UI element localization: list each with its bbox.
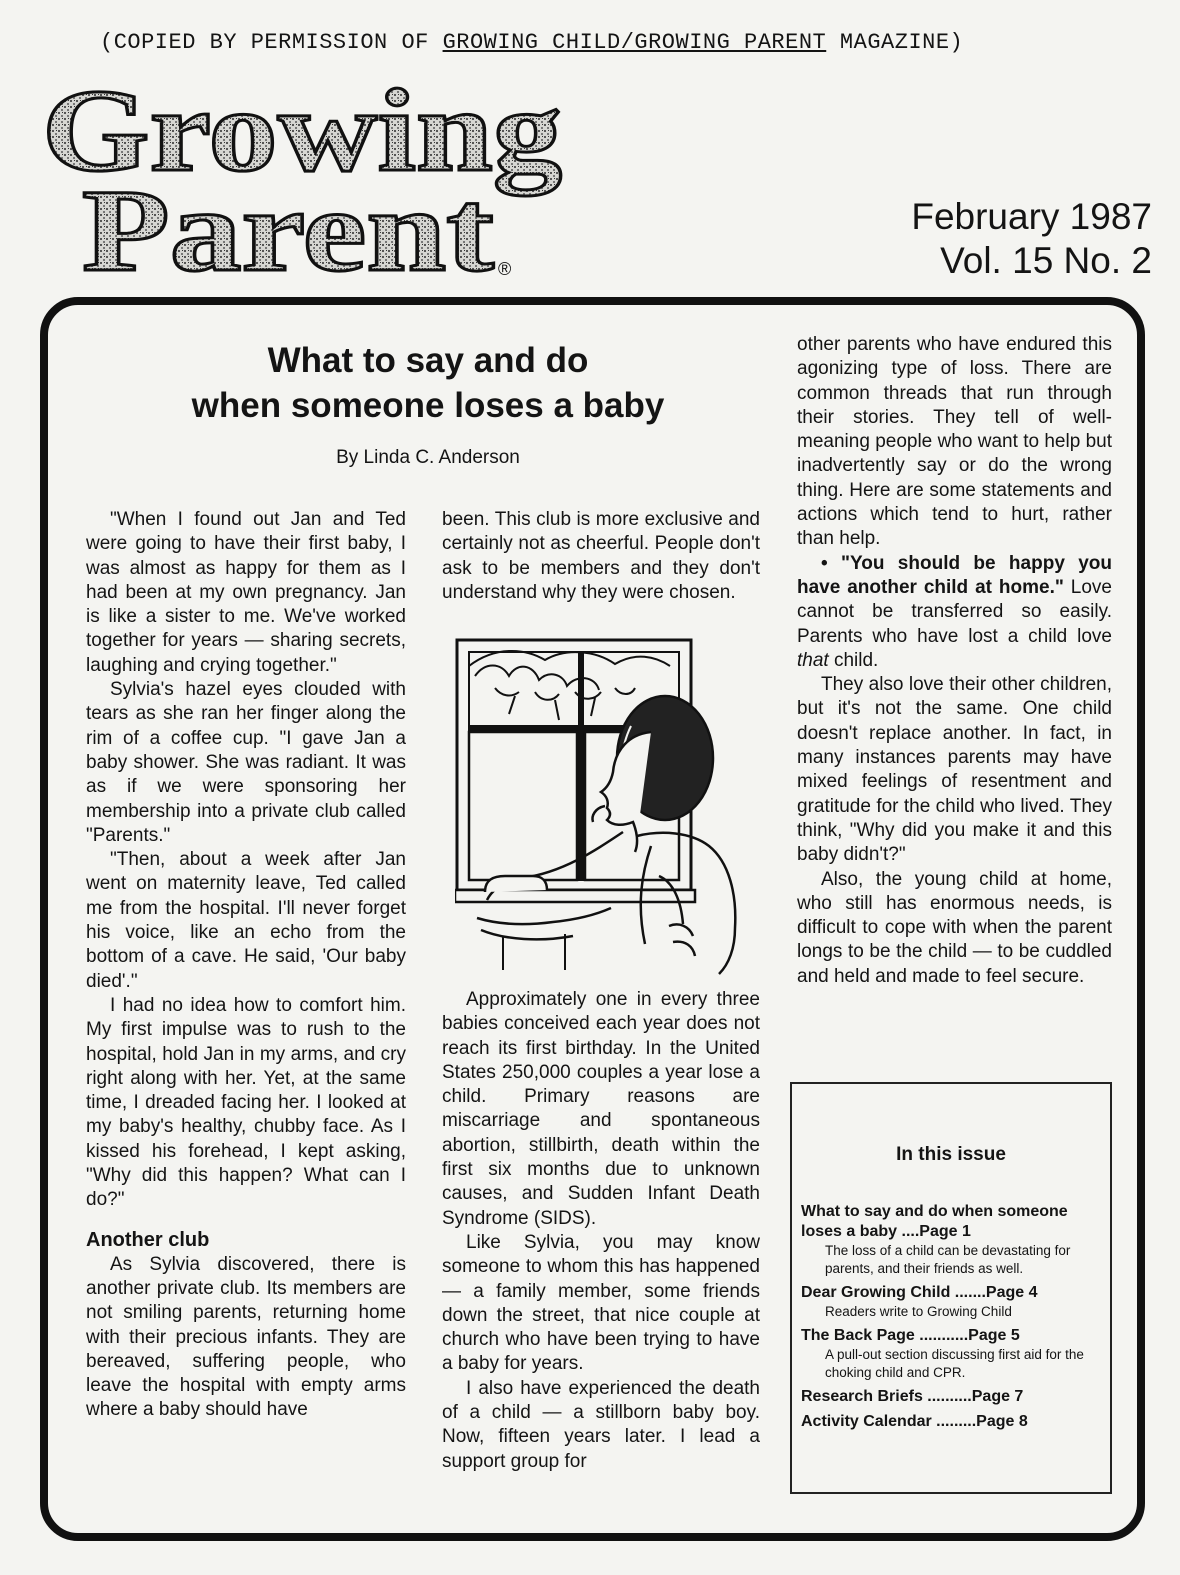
article-column-3 [797,333,1112,989]
toc-entry [801,1202,1101,1278]
toc-entry-title: The Back Page ...........Page 5 [801,1327,1020,1344]
toc-entry-description: A pull-out section discussing first aid for the choking child and CPR. [825,1347,1084,1380]
toc-entry [801,1283,1101,1321]
logo-word-parent: Parent [82,165,495,285]
paragraph: Sylvia's hazel eyes clouded with tears as she ran her finger along the rim of a coffee cup. "I gave Jan a baby shower. She was radiant. It was as if we were sponsoring her membership into a private club called "Parents." [86,679,406,846]
permission-close: MAGAZINE) [826,30,964,55]
growing-parent-logo [40,70,580,285]
article-byline: By Linda C. Anderson [336,447,520,468]
toc-entry-title: Activity Calendar .........Page 8 [801,1413,1028,1430]
permission-notice [100,30,963,55]
article-column-1 [86,508,406,1423]
paragraph: "When I found out Jan and Ted were going to have their first baby, I was almost as happy for them as I had been at my own pregnancy. Jan is like a sister to me. We've worked together for years — sharing secrets, laughing and crying together." [86,509,406,676]
paragraph: "Then, about a week after Jan went on maternity leave, Ted called me from the hospital. I'll never forget his voice, like an echo from the bottom of a cave. He said, 'Our baby died'." [86,849,406,992]
toc-entry-title: What to say and do when someone loses a baby ....Page 1 [801,1203,1068,1240]
in-this-issue-title: In this issue [896,1144,1006,1165]
issue-volume: Vol. 15 No. 2 [940,240,1152,281]
toc-entry [801,1412,1101,1432]
paragraph: They also love their other children, but it's not the same. One child doesn't replace another. In fact, in many instances parents may have mixed feelings of resentment and gratitude for the child who lived. They think, "Why did you make it and this baby didn't?" [797,674,1112,866]
toc-entry-title: Research Briefs ..........Page 7 [801,1388,1024,1405]
paragraph: Also, the young child at home, who still has enormous needs, is difficult to cope with when the parent longs to be the child — to be cuddled and held and made to feel secure. [797,868,1112,987]
paragraph: other parents who have endured this agonizing type of loss. There are common threads that run through their stories. They tell of well-meaning people who want to help but inadvertently say or do the wrong thing. Here are some statements and actions which tend to hurt, rather than help. [797,334,1112,550]
article-title-line1: What to say and do [267,341,589,380]
toc-entry-description: The loss of a child can be devastating for parents, and their friends as well. [825,1243,1071,1276]
table-of-contents [801,1202,1101,1437]
paragraph: I also have experienced the death of a child — a stillborn baby boy. Now, fifteen years later. I lead a support group for [442,1377,760,1472]
toc-entry-title: Dear Growing Child .......Page 4 [801,1284,1038,1301]
permission-open: (COPIED BY PERMISSION OF [100,30,443,55]
quote-text-a: Love cannot be transferred so easily. Parents who have lost a child love [797,576,1112,647]
article-column-2-bottom [442,988,760,1474]
registered-mark: ® [498,259,512,279]
toc-entry [801,1387,1101,1407]
toc-entry-description: Readers write to Growing Child [825,1304,1012,1319]
paragraph-quote [797,552,1112,673]
woman-at-window-illustration [455,636,755,976]
paragraph: As Sylvia discovered, there is another private club. Its members are not smiling parents, returning home with their precious infants. They are bereaved, suffering people, who leave the hospital with empty arms where a baby should have [86,1253,406,1421]
permission-magazine: GROWING CHILD/GROWING PARENT [442,30,827,55]
paragraph: Like Sylvia, you may know someone to whom this has happened — a family member, some friends down the street, that nice couple at church who have been trying to have a baby for years. [442,1231,760,1375]
quote-text-b: child. [828,649,879,671]
issue-date: February 1987 [911,196,1152,237]
quote-italic: that [797,649,829,671]
paragraph: been. This club is more exclusive and certainly not as cheerful. People don't ask to be members and they don't understand why they were chosen. [442,509,760,603]
subheading-another-club: Another club [86,1228,210,1251]
toc-entry [801,1326,1101,1382]
paragraph: I had no idea how to comfort him. My first impulse was to rush to the hospital, hold Jan in my arms, and cry right along with her. Yet, at the same time, I dreaded facing her. I looked at my baby's healthy, chubby face. As I kissed his forehead, I kept asking, "Why did this happen? What can I do?" [86,994,406,1211]
quote-bold: • "You should be happy you have another child at home." [797,552,1112,598]
in-this-issue-box [790,1082,1112,1494]
issue-date-block [911,195,1152,283]
article-title-line2: when someone loses a baby [191,386,665,425]
paragraph: Approximately one in every three babies conceived each year does not reach its first birthday. In the United States 250,000 couples a year lose a child. Primary reasons are miscarriage and spontaneous abortion, stillbirth, death within the first six months due to unknown causes, and Sudden Infant Death Syndrome (SIDS). [442,989,760,1229]
logo-word-growing: Growing [42,70,562,196]
article-column-2-top [442,508,760,605]
article-title [88,338,768,428]
